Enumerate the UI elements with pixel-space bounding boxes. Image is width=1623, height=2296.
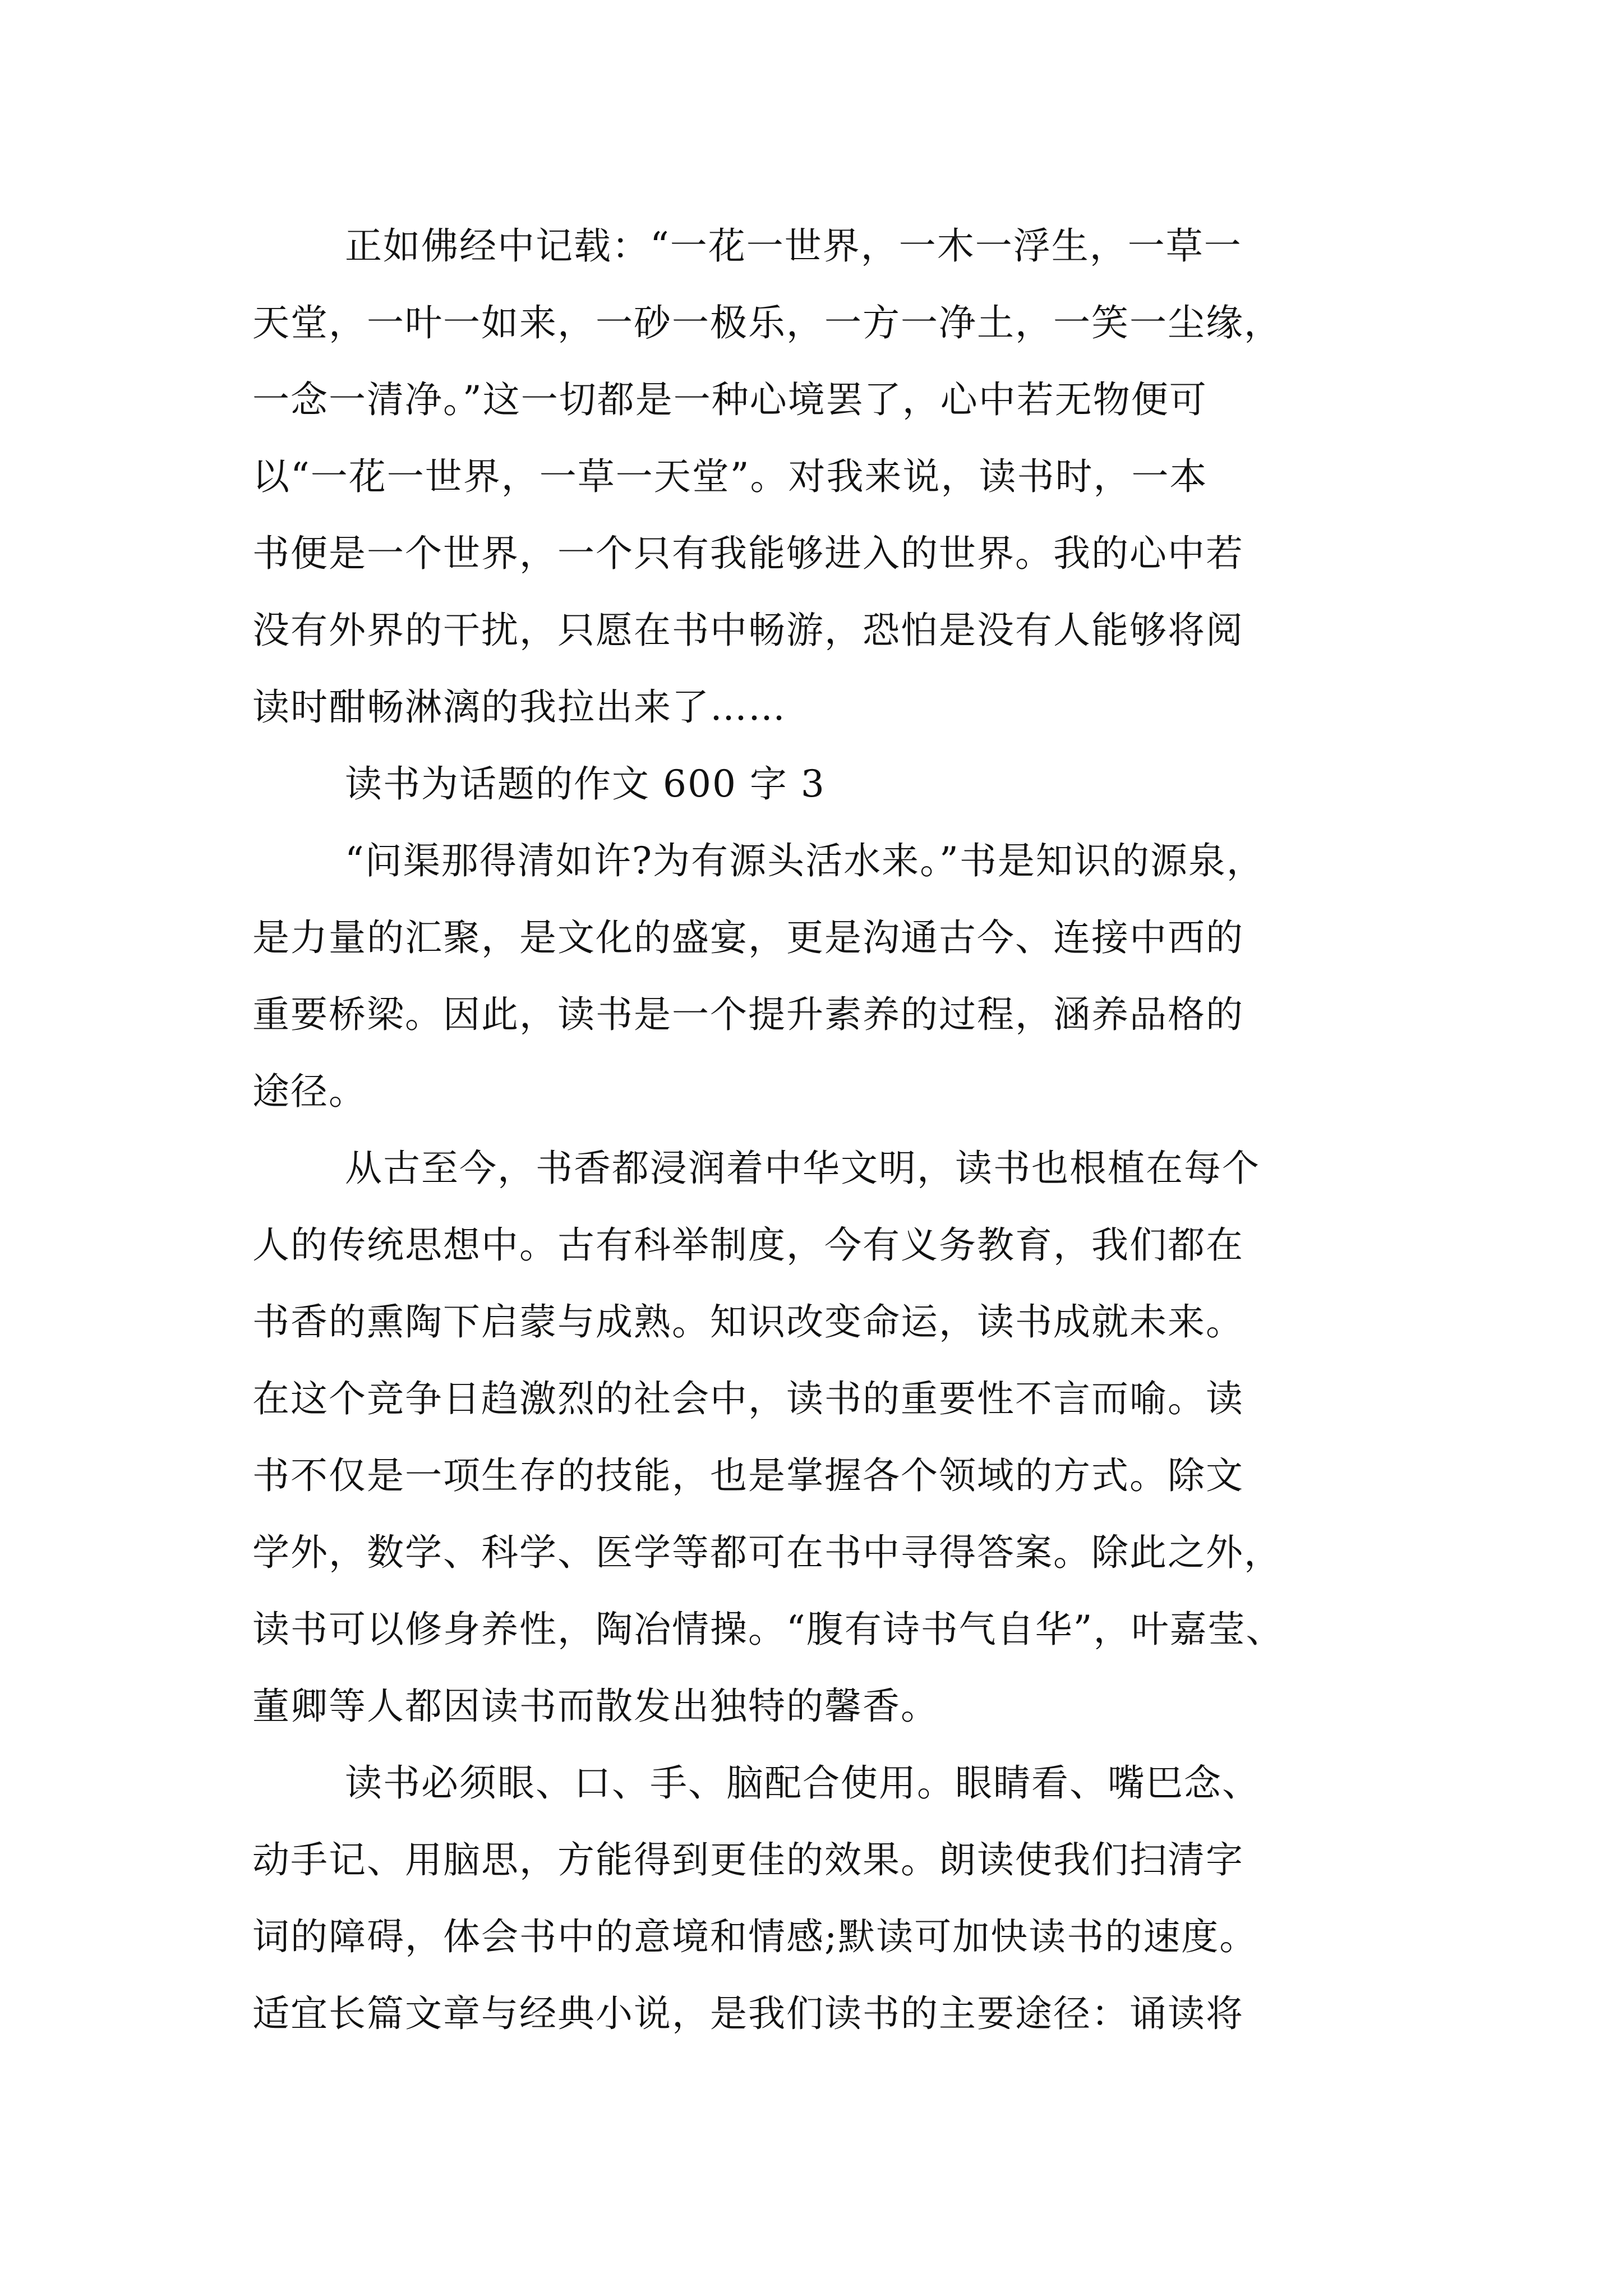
text-line: 从古至今，书香都浸润着中华文明，读书也根植在每个 [345, 1147, 1260, 1190]
text-line: 书便是一个世界，一个只有我能够进入的世界。我的心中若 [252, 532, 1244, 575]
paragraph-chinese-civilization [252, 1130, 1374, 1745]
text-line: 重要桥梁。因此，读书是一个提升素养的过程，涵养品格的 [252, 993, 1244, 1036]
text-line: 天堂，一叶一如来，一砂一极乐，一方一净土，一笑一尘缘， [252, 301, 1282, 344]
text-line: 读书必须眼、口、手、脑配合使用。眼睛看、嘴巴念、 [345, 1761, 1260, 1805]
paragraph-reading-methods [252, 1745, 1374, 2052]
text-line: 是力量的汇聚，是文化的盛宴，更是沟通古今、连接中西的 [252, 916, 1244, 959]
text-line: 书不仅是一项生存的技能，也是掌握各个领域的方式。除文 [252, 1454, 1244, 1497]
text-line: 书香的熏陶下启蒙与成熟。知识改变命运，读书成就未来。 [252, 1300, 1244, 1343]
text-line: 正如佛经中记载：“一花一世界，一木一浮生，一草一 [345, 224, 1242, 268]
document-body [252, 208, 1374, 2052]
text-line: “问渠那得清如许?为有源头活水来。”书是知识的源泉， [345, 839, 1265, 882]
text-line: 读书可以修身养性，陶冶情操。“腹有诗书气自华”，叶嘉莹、 [252, 1608, 1284, 1651]
text-line: 以“一花一世界，一草一天堂”。对我来说，读书时，一本 [252, 455, 1208, 498]
text-line: 学外，数学、科学、医学等都可在书中寻得答案。除此之外， [252, 1531, 1282, 1574]
paragraph-buddhist-quote [252, 208, 1374, 746]
text-line: 途径。 [252, 1070, 367, 1113]
paragraph-source-of-knowledge [252, 822, 1374, 1130]
text-line: 一念一清净。”这一切都是一种心境罢了，心中若无物便可 [252, 378, 1207, 421]
text-line: 适宜长篇文章与经典小说，是我们读书的主要途径：诵读将 [252, 1992, 1244, 2035]
text-line: 董卿等人都因读书而散发出独特的馨香。 [252, 1685, 939, 1728]
text-line: 没有外界的干扰，只愿在书中畅游，恐怕是没有人能够将阅 [252, 609, 1244, 652]
text-line: 在这个竞争日趋激烈的社会中，读书的重要性不言而喻。读 [252, 1377, 1244, 1420]
essay-heading: 读书为话题的作文 600 字 3 [345, 762, 826, 806]
text-line: 词的障碍，体会书中的意境和情感;默读可加快读书的速度。 [252, 1915, 1258, 1958]
text-line: 动手记、用脑思，方能得到更佳的效果。朗读使我们扫清字 [252, 1838, 1244, 1881]
text-line: 读时酣畅淋漓的我拉出来了…… [252, 685, 786, 729]
text-line: 人的传统思想中。古有科举制度，今有义务教育，我们都在 [252, 1223, 1244, 1267]
